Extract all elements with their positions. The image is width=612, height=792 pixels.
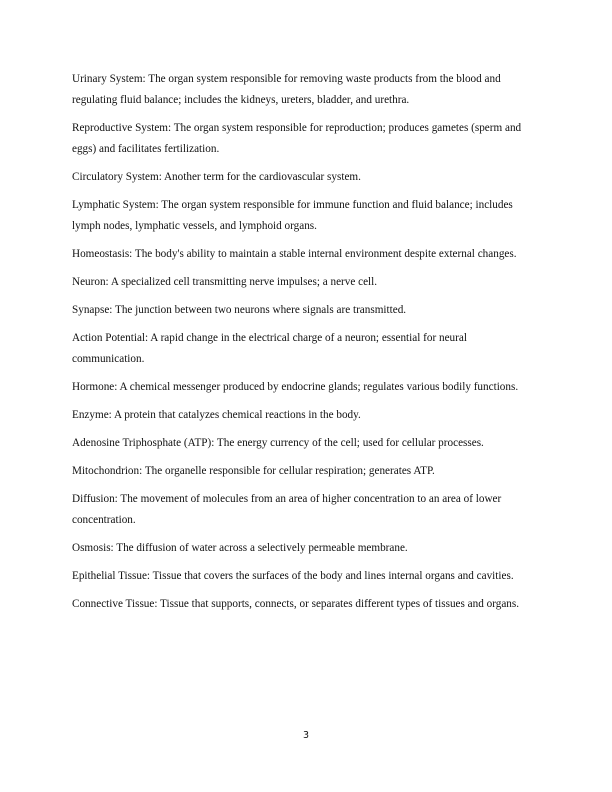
glossary-entry-epithelial-tissue: Epithelial Tissue: Tissue that covers the surfaces of the body and lines internal organs and cavities. [72,570,514,582]
glossary-entry-diffusion: Diffusion: The movement of molecules from an area of higher concentration to an area of lower concentration. [72,493,502,526]
page-number: 3 [302,730,310,741]
glossary-entry-synapse: Synapse: The junction between two neurons where signals are transmitted. [72,304,407,316]
glossary-entry-urinary-system: Urinary System: The organ system responsible for removing waste products from the blood and regulating fluid balance; includes the kidneys, ureters, bladder, and urethra. [72,73,501,106]
glossary-entry-mitochondrion: Mitochondrion: The organelle responsible for cellular respiration; generates ATP. [72,465,435,477]
glossary-entry-homeostasis: Homeostasis: The body's ability to maintain a stable internal environment despite external changes. [72,248,517,260]
glossary-list [72,69,542,622]
glossary-entry-action-potential: Action Potential: A rapid change in the electrical charge of a neuron; essential for neural communication. [72,332,467,365]
glossary-entry-osmosis: Osmosis: The diffusion of water across a selectively permeable membrane. [72,542,408,554]
glossary-entry-neuron: Neuron: A specialized cell transmitting nerve impulses; a nerve cell. [72,276,378,288]
glossary-entry-atp: Adenosine Triphosphate (ATP): The energy currency of the cell; used for cellular processes. [72,437,484,449]
glossary-entry-reproductive-system: Reproductive System: The organ system responsible for reproduction; produces gametes (sperm and eggs) and facilitates fertilization. [72,122,522,155]
glossary-entry-connective-tissue: Connective Tissue: Tissue that supports, connects, or separates different types of tissues and organs. [72,598,520,610]
glossary-entry-lymphatic-system: Lymphatic System: The organ system responsible for immune function and fluid balance; includes lymph nodes, lymphatic vessels, and lymphoid organs. [72,199,513,232]
glossary-entry-enzyme: Enzyme: A protein that catalyzes chemical reactions in the body. [72,409,361,421]
glossary-entry-circulatory-system: Circulatory System: Another term for the cardiovascular system. [72,171,361,183]
glossary-entry-hormone: Hormone: A chemical messenger produced by endocrine glands; regulates various bodily functions. [72,381,519,393]
